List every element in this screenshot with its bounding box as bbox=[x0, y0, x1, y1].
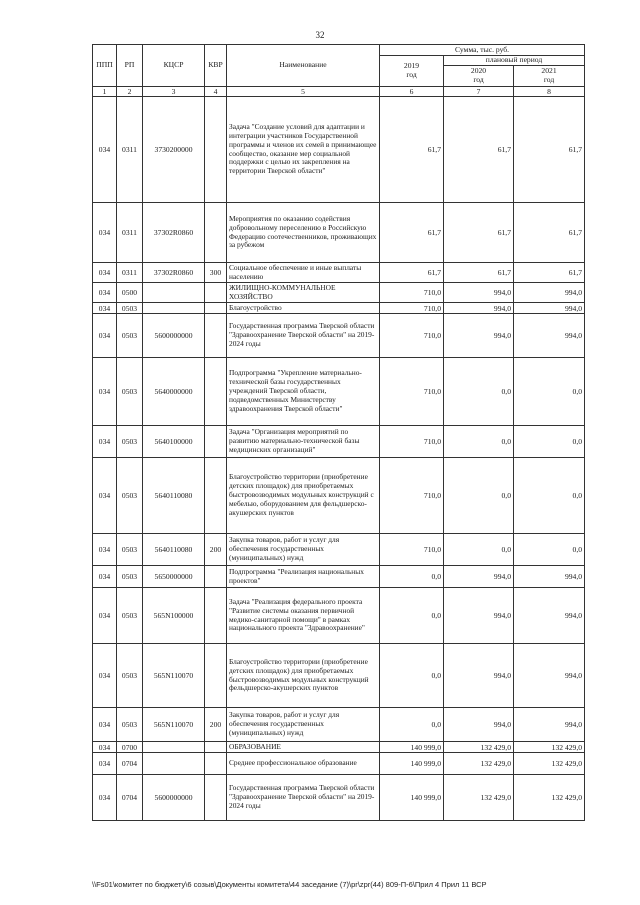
cell-2021: 132 429,0 bbox=[514, 775, 585, 821]
cell-ppp: 034 bbox=[93, 566, 117, 588]
cell-kcsr: 5600000000 bbox=[143, 314, 205, 358]
column-index: 8 bbox=[514, 87, 585, 97]
table-row bbox=[93, 263, 585, 283]
cell-kvr bbox=[205, 426, 227, 458]
cell-kcsr: 5640110080 bbox=[143, 534, 205, 566]
cell-name: Благоустройство территории (приобретение детских площадок) для приобретаемых быстровозводимых модульных конструкций фельдшерско-акушерских пунктов bbox=[227, 644, 380, 708]
cell-name: Благоустройство территории (приобретение детских площадок) для приобретаемых быстровозводимых модульных конструкций с мебелью, оборудованием для фельдшерско-акушерских пунктов bbox=[227, 458, 380, 534]
table-row bbox=[93, 303, 585, 314]
cell-rp: 0311 bbox=[117, 97, 143, 203]
cell-2021: 994,0 bbox=[514, 283, 585, 303]
col-header-2019 bbox=[380, 56, 444, 87]
cell-2020: 994,0 bbox=[444, 708, 514, 742]
col-header-kvr: КВР bbox=[205, 45, 227, 87]
cell-2019: 710,0 bbox=[380, 303, 444, 314]
cell-2021: 0,0 bbox=[514, 458, 585, 534]
cell-kvr bbox=[205, 566, 227, 588]
cell-kcsr: 37302R0860 bbox=[143, 203, 205, 263]
cell-2019: 0,0 bbox=[380, 566, 444, 588]
cell-2021: 61,7 bbox=[514, 263, 585, 283]
cell-name: Задача "Организация мероприятий по развитию материально-технической базы медицинских организаций" bbox=[227, 426, 380, 458]
cell-name: Подпрограмма "Реализация национальных проектов" bbox=[227, 566, 380, 588]
column-index: 7 bbox=[444, 87, 514, 97]
cell-name: Задача "Реализация федерального проекта "Развитие системы оказания первичной медико-санитарной помощи" в рамках национального проекта "Здравоохранение" bbox=[227, 588, 380, 644]
cell-rp: 0503 bbox=[117, 458, 143, 534]
table-row bbox=[93, 314, 585, 358]
cell-ppp: 034 bbox=[93, 314, 117, 358]
table-row bbox=[93, 358, 585, 426]
cell-ppp: 034 bbox=[93, 303, 117, 314]
cell-kvr bbox=[205, 283, 227, 303]
cell-2021: 61,7 bbox=[514, 97, 585, 203]
cell-kcsr bbox=[143, 742, 205, 753]
sum-caption: Сумма, тыс. руб. bbox=[380, 45, 585, 56]
col-header-2020 bbox=[444, 66, 514, 87]
cell-2019: 61,7 bbox=[380, 203, 444, 263]
col-header-2021 bbox=[514, 66, 585, 87]
cell-2020: 132 429,0 bbox=[444, 753, 514, 775]
cell-kcsr: 5650000000 bbox=[143, 566, 205, 588]
cell-2020: 994,0 bbox=[444, 644, 514, 708]
cell-2019: 710,0 bbox=[380, 314, 444, 358]
cell-2019: 61,7 bbox=[380, 97, 444, 203]
cell-kvr bbox=[205, 203, 227, 263]
cell-rp: 0311 bbox=[117, 263, 143, 283]
table-row bbox=[93, 566, 585, 588]
cell-2021: 0,0 bbox=[514, 426, 585, 458]
cell-name: Закупка товаров, работ и услуг для обеспечения государственных (муниципальных) нужд bbox=[227, 534, 380, 566]
cell-2019: 710,0 bbox=[380, 358, 444, 426]
cell-kvr bbox=[205, 775, 227, 821]
cell-name: Государственная программа Тверской области "Здравоохранение Тверской области" на 2019-2024 годы bbox=[227, 775, 380, 821]
cell-ppp: 034 bbox=[93, 263, 117, 283]
cell-rp: 0503 bbox=[117, 314, 143, 358]
cell-kcsr: 565N110070 bbox=[143, 708, 205, 742]
column-index: 2 bbox=[117, 87, 143, 97]
cell-rp: 0500 bbox=[117, 283, 143, 303]
year-2019: 2019 bbox=[403, 61, 420, 71]
cell-rp: 0503 bbox=[117, 358, 143, 426]
table-row bbox=[93, 644, 585, 708]
cell-2020: 0,0 bbox=[444, 458, 514, 534]
table-row bbox=[93, 458, 585, 534]
cell-2019: 710,0 bbox=[380, 283, 444, 303]
cell-name: ЖИЛИЩНО-КОММУНАЛЬНОЕ ХОЗЯЙСТВО bbox=[227, 283, 380, 303]
cell-2019: 140 999,0 bbox=[380, 742, 444, 753]
cell-2021: 994,0 bbox=[514, 644, 585, 708]
cell-name: Подпрограмма "Укрепление материально-технической базы государственных учреждений Тверской области, подведомственных Министерству здравоохранения Тверской области" bbox=[227, 358, 380, 426]
file-path-footer: \\Fs01\комитет по бюджету\6 созыв\Документы комитета\44 заседание (7)\pr\zpr(44) 809-П-6\Прил 4 Прил 11 ВСР bbox=[92, 880, 487, 889]
cell-kvr bbox=[205, 458, 227, 534]
cell-2020: 994,0 bbox=[444, 314, 514, 358]
year-2021: 2021 bbox=[541, 66, 557, 76]
cell-rp: 0503 bbox=[117, 566, 143, 588]
cell-kcsr: 5640000000 bbox=[143, 358, 205, 426]
cell-2019: 0,0 bbox=[380, 708, 444, 742]
year-2019-suffix: год bbox=[406, 70, 417, 79]
cell-kvr bbox=[205, 644, 227, 708]
column-index: 4 bbox=[205, 87, 227, 97]
cell-2019: 710,0 bbox=[380, 534, 444, 566]
cell-2021: 61,7 bbox=[514, 203, 585, 263]
cell-kcsr: 5600000000 bbox=[143, 775, 205, 821]
cell-ppp: 034 bbox=[93, 534, 117, 566]
cell-2021: 994,0 bbox=[514, 588, 585, 644]
table-row bbox=[93, 97, 585, 203]
cell-name: Государственная программа Тверской области "Здравоохранение Тверской области" на 2019-2024 годы bbox=[227, 314, 380, 358]
table-row bbox=[93, 742, 585, 753]
table-row bbox=[93, 708, 585, 742]
page-number: 32 bbox=[315, 30, 325, 40]
cell-ppp: 034 bbox=[93, 644, 117, 708]
column-index: 3 bbox=[143, 87, 205, 97]
cell-ppp: 034 bbox=[93, 426, 117, 458]
cell-rp: 0503 bbox=[117, 588, 143, 644]
cell-2020: 132 429,0 bbox=[444, 742, 514, 753]
year-2021-suffix: год bbox=[543, 75, 555, 84]
cell-2020: 61,7 bbox=[444, 97, 514, 203]
cell-2020: 61,7 bbox=[444, 263, 514, 283]
cell-kvr bbox=[205, 753, 227, 775]
cell-ppp: 034 bbox=[93, 708, 117, 742]
cell-name: Благоустройство bbox=[227, 303, 380, 314]
cell-ppp: 034 bbox=[93, 458, 117, 534]
cell-rp: 0311 bbox=[117, 203, 143, 263]
col-header-name: Наименование bbox=[227, 45, 380, 87]
cell-rp: 0503 bbox=[117, 426, 143, 458]
cell-kvr bbox=[205, 97, 227, 203]
cell-2020: 994,0 bbox=[444, 283, 514, 303]
cell-kvr: 200 bbox=[205, 708, 227, 742]
cell-name: Социальное обеспечение и иные выплаты населению bbox=[227, 263, 380, 283]
cell-2020: 0,0 bbox=[444, 358, 514, 426]
cell-ppp: 034 bbox=[93, 203, 117, 263]
table-row bbox=[93, 283, 585, 303]
cell-kvr: 200 bbox=[205, 534, 227, 566]
table-row bbox=[93, 753, 585, 775]
cell-kcsr bbox=[143, 283, 205, 303]
cell-kcsr: 5640110080 bbox=[143, 458, 205, 534]
col-header-ppp: ППП bbox=[93, 45, 117, 87]
cell-rp: 0704 bbox=[117, 753, 143, 775]
cell-2019: 710,0 bbox=[380, 458, 444, 534]
cell-2020: 994,0 bbox=[444, 303, 514, 314]
cell-2019: 61,7 bbox=[380, 263, 444, 283]
cell-2021: 132 429,0 bbox=[514, 742, 585, 753]
table-row bbox=[93, 426, 585, 458]
table-row bbox=[93, 534, 585, 566]
cell-rp: 0704 bbox=[117, 775, 143, 821]
table-row bbox=[93, 588, 585, 644]
cell-name: Среднее профессиональное образование bbox=[227, 753, 380, 775]
cell-2020: 132 429,0 bbox=[444, 775, 514, 821]
cell-2019: 710,0 bbox=[380, 426, 444, 458]
cell-rp: 0700 bbox=[117, 742, 143, 753]
cell-kcsr: 3730200000 bbox=[143, 97, 205, 203]
cell-ppp: 034 bbox=[93, 283, 117, 303]
cell-name: Задача "Создание условий для адаптации и интеграции участников Государственной программы и членов их семей в принимающее сообщество, оказание мер социальной поддержки с целью их закрепления на территории Тверской области" bbox=[227, 97, 380, 203]
cell-2020: 0,0 bbox=[444, 534, 514, 566]
cell-kcsr bbox=[143, 753, 205, 775]
column-index: 1 bbox=[93, 87, 117, 97]
cell-2020: 0,0 bbox=[444, 426, 514, 458]
cell-kcsr: 565N110070 bbox=[143, 644, 205, 708]
cell-kcsr: 37302R0860 bbox=[143, 263, 205, 283]
year-2020: 2020 bbox=[470, 66, 487, 76]
cell-2021: 132 429,0 bbox=[514, 753, 585, 775]
cell-2020: 994,0 bbox=[444, 588, 514, 644]
cell-ppp: 034 bbox=[93, 358, 117, 426]
cell-kvr: 300 bbox=[205, 263, 227, 283]
cell-2021: 994,0 bbox=[514, 566, 585, 588]
cell-2021: 0,0 bbox=[514, 358, 585, 426]
cell-2019: 140 999,0 bbox=[380, 753, 444, 775]
year-2020-suffix: год bbox=[473, 75, 484, 84]
cell-ppp: 034 bbox=[93, 742, 117, 753]
table-row bbox=[93, 203, 585, 263]
cell-rp: 0503 bbox=[117, 303, 143, 314]
cell-kvr bbox=[205, 314, 227, 358]
col-header-kcsr: КЦСР bbox=[143, 45, 205, 87]
column-index: 6 bbox=[380, 87, 444, 97]
cell-name: Мероприятия по оказанию содействия добровольному переселению в Российскую Федерацию соотечественников, проживающих за рубежом bbox=[227, 203, 380, 263]
cell-ppp: 034 bbox=[93, 97, 117, 203]
cell-2021: 994,0 bbox=[514, 303, 585, 314]
cell-kvr bbox=[205, 742, 227, 753]
col-header-rp: РП bbox=[117, 45, 143, 87]
cell-2021: 994,0 bbox=[514, 314, 585, 358]
cell-kcsr: 5640100000 bbox=[143, 426, 205, 458]
cell-2020: 61,7 bbox=[444, 203, 514, 263]
cell-rp: 0503 bbox=[117, 708, 143, 742]
cell-ppp: 034 bbox=[93, 775, 117, 821]
cell-2019: 0,0 bbox=[380, 588, 444, 644]
planned-period-caption: плановый период bbox=[444, 56, 585, 66]
table-row bbox=[93, 775, 585, 821]
cell-kvr bbox=[205, 358, 227, 426]
cell-rp: 0503 bbox=[117, 644, 143, 708]
cell-name: Закупка товаров, работ и услуг для обеспечения государственных (муниципальных) нужд bbox=[227, 708, 380, 742]
cell-ppp: 034 bbox=[93, 588, 117, 644]
budget-table bbox=[92, 44, 585, 821]
cell-ppp: 034 bbox=[93, 753, 117, 775]
cell-name: ОБРАЗОВАНИЕ bbox=[227, 742, 380, 753]
cell-rp: 0503 bbox=[117, 534, 143, 566]
cell-2019: 0,0 bbox=[380, 644, 444, 708]
cell-2020: 994,0 bbox=[444, 566, 514, 588]
cell-2021: 0,0 bbox=[514, 534, 585, 566]
cell-2019: 140 999,0 bbox=[380, 775, 444, 821]
column-index-row bbox=[93, 87, 585, 97]
cell-kcsr: 565N100000 bbox=[143, 588, 205, 644]
cell-kvr bbox=[205, 303, 227, 314]
column-index: 5 bbox=[227, 87, 380, 97]
cell-kcsr bbox=[143, 303, 205, 314]
cell-kvr bbox=[205, 588, 227, 644]
cell-2021: 994,0 bbox=[514, 708, 585, 742]
